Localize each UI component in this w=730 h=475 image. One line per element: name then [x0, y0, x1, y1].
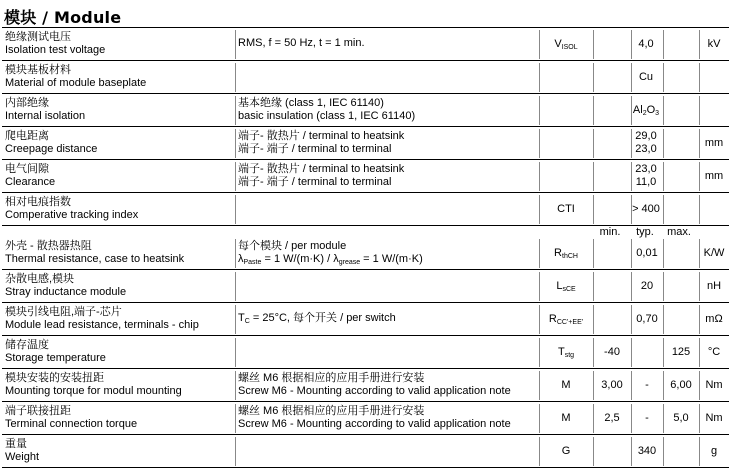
- param-name-zh: 内部绝缘: [5, 97, 49, 109]
- param-name-en: Weight: [5, 451, 40, 463]
- param-name-en: Material of module baseplate: [5, 77, 147, 89]
- condition-line-1: RMS, f = 50 Hz, t = 1 min.: [238, 37, 365, 49]
- param-name-en: Storage temperature: [5, 352, 106, 364]
- value-min: 3,00: [601, 379, 623, 391]
- table-row: [2, 270, 729, 303]
- param-name-zh: 外壳 - 散热器热阻: [5, 240, 92, 252]
- param-name-zh: 电气间隙: [5, 163, 49, 175]
- param-name-en: Isolation test voltage: [5, 44, 106, 56]
- value-typ: Cu: [638, 71, 654, 83]
- value-typ: -: [645, 412, 649, 424]
- cell-divider: [235, 129, 236, 158]
- condition-line-2: 端子- 端子 / terminal to terminal: [238, 143, 392, 155]
- param-name-zh: 绝缘测试电压: [5, 31, 71, 43]
- value-typ-2: 11,0: [635, 176, 657, 188]
- col-header-typ: typ.: [636, 226, 654, 238]
- unit: °C: [707, 346, 721, 358]
- unit: g: [710, 445, 718, 457]
- unit: nH: [706, 280, 722, 292]
- value-typ: 29,0: [635, 130, 657, 142]
- param-name-en: Module lead resistance, terminals - chip: [5, 319, 199, 331]
- cell-divider: [663, 272, 664, 301]
- value-typ: 23,0: [635, 163, 657, 175]
- table-row: [2, 303, 729, 336]
- cell-divider: [699, 63, 700, 92]
- unit: Nm: [705, 379, 723, 391]
- cell-divider: [235, 162, 236, 191]
- cell-divider: [235, 239, 236, 268]
- condition-line-1: $T_C = 25^\circ C$, 每个开关 / per switch: [238, 312, 396, 325]
- cell-divider: [593, 272, 594, 301]
- cell-divider: [235, 195, 236, 224]
- condition-line-1: 基本绝缘 (class 1, IEC 61140): [238, 97, 384, 109]
- value-typ: 0,01: [636, 247, 658, 259]
- cell-divider: [235, 404, 236, 433]
- unit: mΩ: [705, 313, 723, 325]
- symbol: $L_{sCE}$: [556, 280, 576, 293]
- value-typ: 20: [640, 280, 654, 292]
- cell-divider: [235, 371, 236, 400]
- symbol: $T_{stg}$: [557, 346, 575, 359]
- value-max: 6,00: [670, 379, 692, 391]
- condition-line-1: 端子- 散热片 / terminal to heatsink: [238, 163, 405, 175]
- cell-divider: [539, 162, 540, 191]
- cell-divider: [235, 30, 236, 59]
- value-min: -40: [604, 346, 620, 358]
- cell-divider: [699, 195, 700, 224]
- cell-divider: [631, 338, 632, 367]
- param-name-en: Terminal connection torque: [5, 418, 138, 430]
- unit: K/W: [703, 247, 725, 259]
- table-row: [2, 160, 729, 193]
- condition-line-2: 端子- 端子 / terminal to terminal: [238, 176, 392, 188]
- cell-divider: [235, 96, 236, 125]
- cell-divider: [593, 305, 594, 334]
- value-typ: Al2O3: [632, 104, 660, 117]
- table-row: [2, 402, 729, 435]
- cell-divider: [593, 437, 594, 466]
- col-header-max: max.: [667, 226, 691, 238]
- table-row: [2, 127, 729, 160]
- param-name-zh: 爬电距离: [5, 130, 49, 142]
- cell-divider: [235, 338, 236, 367]
- table-row: [2, 237, 729, 270]
- cell-divider: [235, 437, 236, 466]
- value-typ: > 400: [632, 203, 660, 215]
- param-name-zh: 模块安装的安装扭距: [5, 372, 104, 384]
- condition-line-1: 螺丝 M6 根据相应的应用手册进行安装: [238, 405, 425, 417]
- value-max: 125: [671, 346, 691, 358]
- param-name-en: Comperative tracking index: [5, 209, 139, 221]
- param-name-en: Stray inductance module: [5, 286, 127, 298]
- cell-divider: [539, 129, 540, 158]
- unit: kV: [707, 38, 721, 50]
- condition-line-1: 端子- 散热片 / terminal to heatsink: [238, 130, 405, 142]
- symbol: M: [561, 412, 571, 424]
- param-name-zh: 重量: [5, 438, 27, 450]
- cell-divider: [539, 96, 540, 125]
- param-name-zh: 模块引线电阻,端子-芯片: [5, 306, 122, 318]
- cell-divider: [699, 96, 700, 125]
- value-min: 2,5: [604, 412, 620, 424]
- param-name-zh: 端子联接扭距: [5, 405, 71, 417]
- param-name-en: Mounting torque for modul mounting: [5, 385, 182, 397]
- table-row: [2, 336, 729, 369]
- cell-divider: [663, 305, 664, 334]
- value-typ-2: 23,0: [635, 143, 657, 155]
- cell-divider: [663, 239, 664, 268]
- table-row: [2, 193, 729, 226]
- cell-divider: [539, 63, 540, 92]
- symbol: M: [561, 379, 571, 391]
- table-row: [2, 94, 729, 127]
- row-rule: [2, 225, 729, 226]
- unit: Nm: [705, 412, 723, 424]
- param-name-zh: 模块基板材料: [5, 64, 71, 76]
- table-row: [2, 28, 729, 61]
- param-name-zh: 杂散电感,模块: [5, 273, 75, 285]
- value-max: 5,0: [673, 412, 689, 424]
- condition-line-1: 螺丝 M6 根据相应的应用手册进行安装: [238, 372, 425, 384]
- table-row: [2, 61, 729, 94]
- unit: mm: [704, 137, 724, 149]
- cell-divider: [235, 305, 236, 334]
- param-name-zh: 储存温度: [5, 339, 49, 351]
- value-typ: 0,70: [636, 313, 658, 325]
- cell-divider: [235, 63, 236, 92]
- section-title: 模块 / Module: [4, 8, 122, 27]
- symbol: $V_{ISOL}$: [554, 38, 578, 51]
- col-header-min: min.: [599, 226, 621, 238]
- param-name-en: Creepage distance: [5, 143, 98, 155]
- condition-line-2: Screw M6 - Mounting according to valid application note: [238, 418, 511, 430]
- value-typ: -: [645, 379, 649, 391]
- value-typ: 340: [637, 445, 657, 457]
- symbol: G: [561, 445, 571, 457]
- unit: mm: [704, 170, 724, 182]
- param-name-en: Thermal resistance, case to heatsink: [5, 253, 185, 265]
- row-rule: [2, 467, 729, 468]
- condition-line-2: Screw M6 - Mounting according to valid application note: [238, 385, 511, 397]
- cell-divider: [235, 272, 236, 301]
- condition-line-1: 每个模块 / per module: [238, 240, 347, 252]
- value-typ: 4,0: [638, 38, 654, 50]
- cell-divider: [663, 437, 664, 466]
- table-row: [2, 435, 729, 468]
- symbol: CTI: [557, 203, 575, 215]
- param-name-zh: 相对电痕指数: [5, 196, 71, 208]
- cell-divider: [593, 239, 594, 268]
- condition-line-2: $\lambda_{Paste} = 1$ $W/(m\cdot K) / \lambda_{grease} = 1$ W/(m·K): [238, 253, 423, 266]
- param-name-en: Internal isolation: [5, 110, 86, 122]
- table-row: [2, 369, 729, 402]
- condition-line-2: basic insulation (class 1, IEC 61140): [238, 110, 416, 122]
- symbol: $R_{CC'+EE'}$: [548, 313, 584, 326]
- param-name-en: Clearance: [5, 176, 56, 188]
- symbol: $R_{thCH}$: [554, 247, 578, 260]
